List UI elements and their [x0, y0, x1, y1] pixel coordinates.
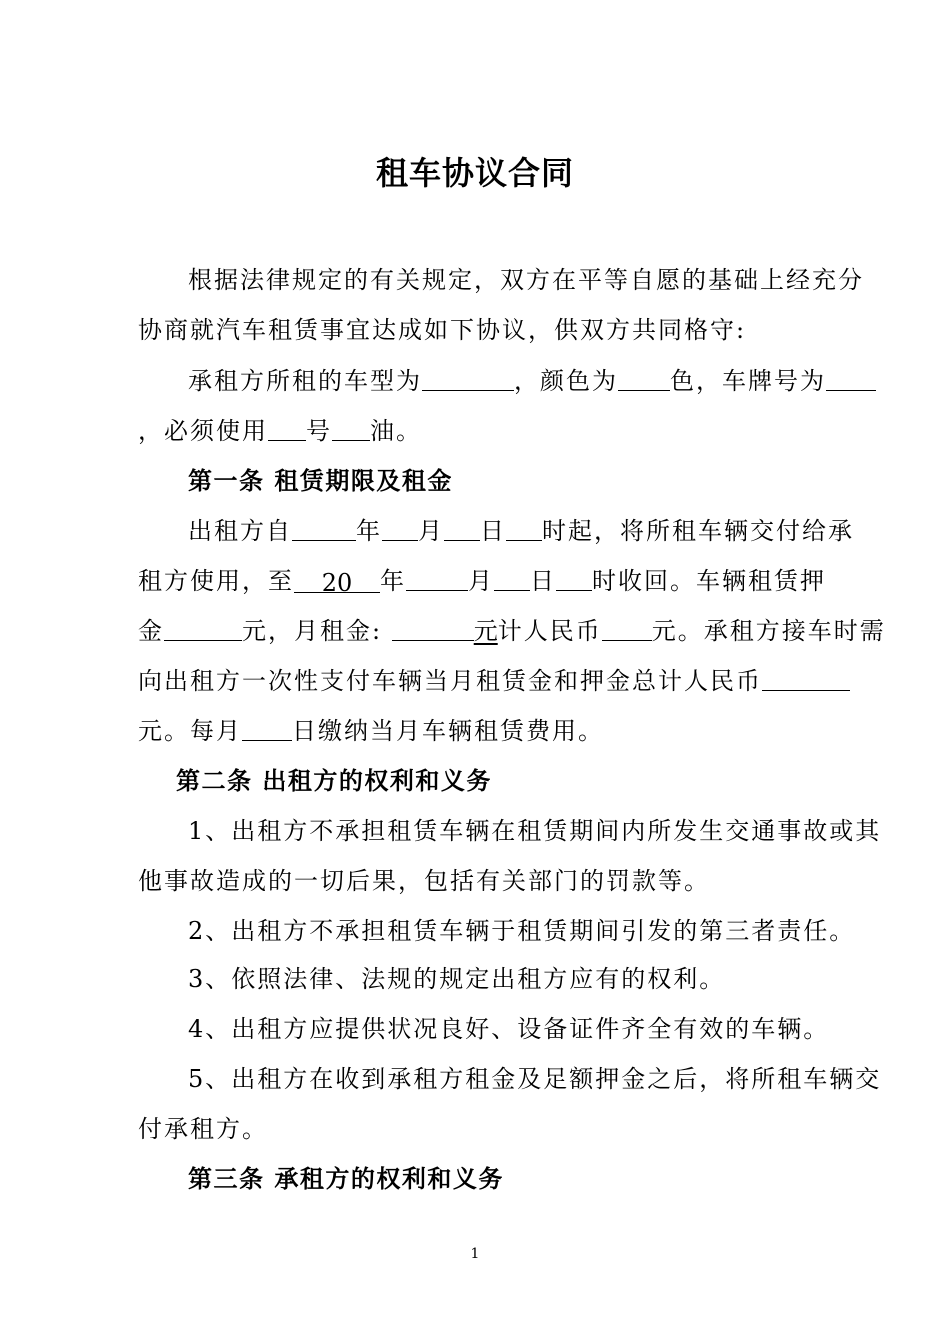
article-2-item-2: 2、出租方不承担租赁车辆于租赁期间引发的第三者责任。: [188, 917, 856, 945]
article-1-line-5: [0, 716, 950, 746]
article-1-heading: 第一条 租赁期限及租金: [188, 467, 453, 495]
article-1-line-3: [0, 616, 950, 646]
vehicle-text: 色，车牌号为: [670, 367, 826, 395]
lease-text: 时起，将所租车辆交付给承: [542, 517, 854, 545]
lease-text: 日缴纳当月车辆租赁费用。: [292, 717, 604, 745]
article-2-item-4: 4、出租方应提供状况良好、设备证件齐全有效的车辆。: [188, 1015, 830, 1043]
lease-text: 元，月租金:: [242, 617, 392, 645]
lease-text: 月: [418, 517, 444, 545]
payment-day-blank[interactable]: [242, 716, 292, 741]
lease-text: 元。承租方接车时需: [651, 617, 886, 645]
car-model-blank[interactable]: [422, 366, 514, 391]
document-title: 租车协议合同: [375, 154, 574, 192]
intro-line-1: [0, 265, 950, 295]
vehicle-text: ，必须使用: [138, 417, 268, 445]
end-month-blank[interactable]: [406, 566, 468, 591]
end-day-blank[interactable]: [494, 566, 530, 591]
rmb-amount-blank[interactable]: [602, 616, 652, 641]
article-2-heading: 第二条 出租方的权利和义务: [176, 767, 492, 795]
article-2-item-1-line-1: 1、出租方不承担租赁车辆在租赁期间内所发生交通事故或其: [188, 817, 882, 845]
lease-text: 元。每月: [138, 717, 242, 745]
start-day-blank[interactable]: [444, 516, 480, 541]
article-2-item-5-line-1: 5、出租方在收到承租方租金及足额押金之后，将所租车辆交: [188, 1065, 882, 1093]
start-hour-blank[interactable]: [506, 516, 542, 541]
article-3-heading: 第三条 承租方的权利和义务: [188, 1165, 504, 1193]
lease-text: 时收回。车辆租赁押: [592, 567, 826, 595]
end-year-prefix: 20: [321, 569, 353, 597]
vehicle-text: 承租方所租的车型为: [188, 367, 422, 395]
lease-text: 计人民币: [497, 617, 602, 645]
vehicle-line-1: [0, 366, 950, 396]
lease-text: 元: [473, 617, 498, 645]
article-2-item-5-line-2: 付承租方。: [138, 1115, 268, 1143]
end-hour-blank[interactable]: [556, 566, 592, 591]
start-year-blank[interactable]: [292, 516, 356, 541]
vehicle-line-2: [0, 416, 950, 446]
lease-text: 金: [138, 617, 164, 645]
lease-text: 月: [468, 567, 494, 595]
vehicle-text: 号: [306, 417, 332, 445]
intro-text-2: 协商就汽车租赁事宜达成如下协议，供双方共同格守:: [138, 316, 747, 344]
license-plate-blank[interactable]: [826, 366, 876, 391]
start-month-blank[interactable]: [382, 516, 418, 541]
lease-text: 日: [480, 517, 506, 545]
article-2-item-1-line-2: 他事故造成的一切后果，包括有关部门的罚款等。: [138, 867, 710, 895]
end-year-blank[interactable]: [294, 568, 380, 597]
fuel-grade-blank[interactable]: [268, 416, 306, 441]
intro-text-1: 根据法律规定的有关规定，双方在平等自愿的基础上经充分: [188, 266, 864, 294]
lease-text: 年: [380, 567, 406, 595]
monthly-rent-blank[interactable]: [392, 616, 474, 641]
lease-text: 年: [356, 517, 382, 545]
lease-text: 出租方自: [188, 517, 292, 545]
total-amount-blank[interactable]: [762, 666, 850, 691]
article-2-item-3: 3、依照法律、法规的规定出租方应有的权利。: [188, 965, 726, 993]
lease-text: 租方使用，至: [138, 567, 294, 595]
vehicle-text: ，颜色为: [514, 367, 618, 395]
deposit-blank[interactable]: [164, 616, 242, 641]
article-1-line-4: [0, 666, 950, 696]
fuel-type-blank[interactable]: [332, 416, 370, 441]
article-1-line-1: [0, 516, 950, 546]
article-1-line-2: [0, 566, 950, 596]
intro-line-2: [0, 315, 950, 345]
vehicle-text: 油。: [370, 417, 422, 445]
lease-text: 日: [530, 567, 556, 595]
lease-text: 向出租方一次性支付车辆当月租赁金和押金总计人民币: [138, 667, 762, 695]
car-color-blank[interactable]: [618, 366, 670, 391]
page-number: 1: [470, 1246, 480, 1262]
